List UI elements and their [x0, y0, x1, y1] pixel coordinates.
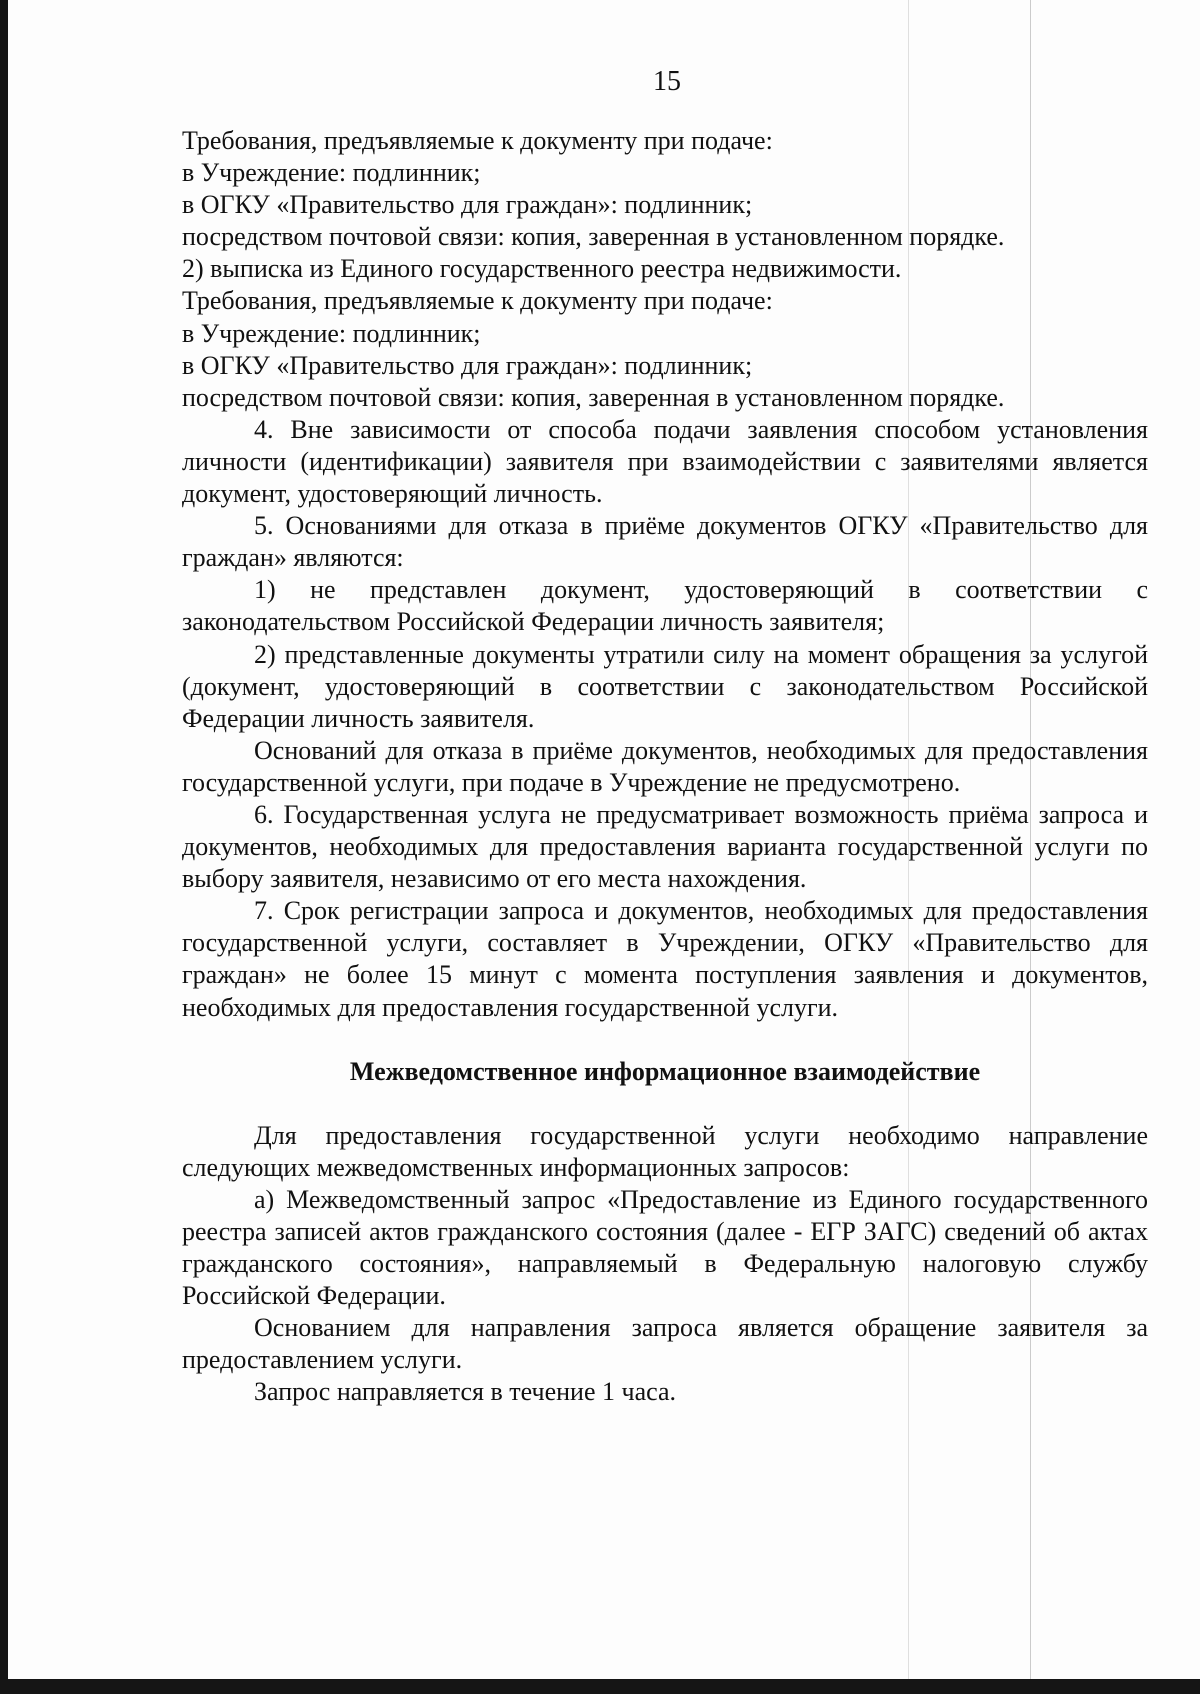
page-number: 15	[653, 66, 681, 97]
paragraph: посредством почтовой связи: копия, заверенная в установленном порядке.	[182, 222, 1005, 252]
paragraph: Требования, предъявляемые к документу при подаче:	[182, 286, 773, 316]
paragraph: Для предоставления государственной услуги необходимо направление следующих межведомственных информационных запросов:	[182, 1120, 1148, 1182]
paragraph: 6. Государственная услуга не предусматривает возможность приёма запроса и документов, необходимых для предоставления варианта государственной услуги по выбору заявителя, независимо от его места нахождения.	[182, 799, 1148, 894]
paragraph: 2) представленные документы утратили силу на момент обращения за услугой (документ, удостоверяющий в соответствии с законодательством Российской Федерации личность заявителя.	[182, 639, 1148, 733]
paragraph: Запрос направляется в течение 1 часа.	[254, 1377, 677, 1407]
paragraph: Оснований для отказа в приёме документов, необходимых для предоставления государственной услуги, при подаче в Учреждение не предусмотрено.	[182, 735, 1148, 797]
paragraph: 2) выписка из Единого государственного реестра недвижимости.	[182, 254, 902, 284]
paragraph: 5. Основаниями для отказа в приёме документов ОГКУ «Правительство для граждан» являются:	[182, 511, 1148, 573]
paragraph: Основанием для направления запроса является обращение заявителя за предоставлением услуги.	[182, 1313, 1148, 1375]
paragraph: 1) не представлен документ, удостоверяющий в соответствии с законодательством Российской Федерации личность заявителя;	[182, 575, 1148, 637]
scan-bottom-border	[0, 1679, 1200, 1694]
paragraph: в ОГКУ «Правительство для граждан»: подлинник;	[182, 190, 753, 220]
paragraph: а) Межведомственный запрос «Предоставление из Единого государственного реестра записей актов гражданского состояния (далее - ЕГР ЗАГС) сведений об актах гражданского состояния», направляемый в Федеральную налоговую службу Российской Федерации.	[182, 1184, 1148, 1311]
section-heading: Межведомственное информационное взаимодействие	[349, 1056, 981, 1086]
paragraph: Требования, предъявляемые к документу при подаче:	[182, 126, 773, 155]
paragraph: 4. Вне зависимости от способа подачи заявления способом установления личности (идентификации) заявителя при взаимодействии с заявителями является документ, удостоверяющий личность.	[182, 414, 1148, 509]
scan-left-border	[0, 0, 8, 1694]
paragraph: посредством почтовой связи: копия, заверенная в установленном порядке.	[182, 382, 1005, 412]
paragraph: в ОГКУ «Правительство для граждан»: подлинник;	[182, 350, 753, 380]
document-body	[182, 125, 1148, 1409]
paragraph: в Учреждение: подлинник;	[182, 158, 481, 188]
paragraph: 7. Срок регистрации запроса и документов, необходимых для предоставления государственной услуги, составляет в Учреждении, ОГКУ «Правительство для граждан» не более 15 минут с момента поступления заявления и документов, необходимых для предоставления государственной услуги.	[182, 896, 1148, 1022]
paragraph: в Учреждение: подлинник;	[182, 318, 481, 348]
